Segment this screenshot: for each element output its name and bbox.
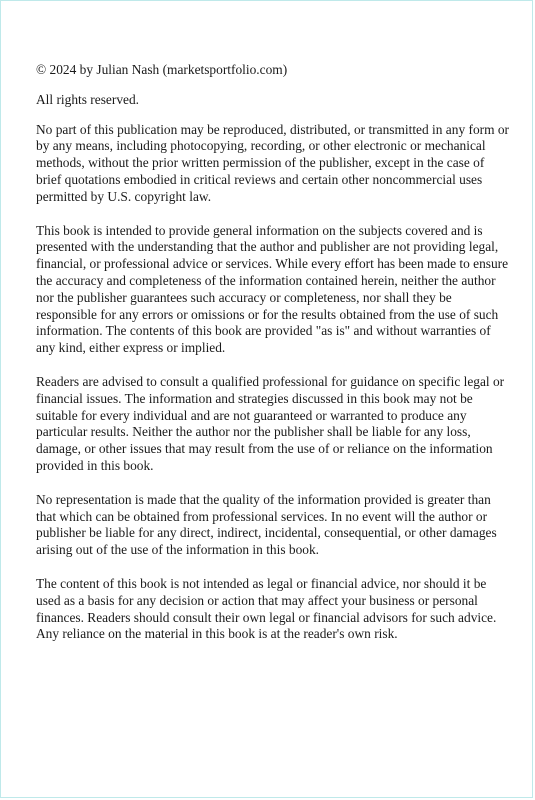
copyright-line: © 2024 by Julian Nash (marketsportfolio.com) bbox=[36, 62, 288, 77]
paragraph-not-advice: The content of this book is not intended as legal or financial advice, nor should it be used as a basis for any decision or action that may affect your business or personal finances. Readers should consult their own legal or financial advisors for such advice. Any reliance on the material in this book is at the reader's own risk. bbox=[36, 575, 497, 642]
rights-reserved-line: All rights reserved. bbox=[36, 91, 140, 107]
paragraph-reproduction-notice: No part of this publication may be reproduced, distributed, or transmitted in any form or by any means, including photocopying, recording, or other electronic or mechanical methods, without the prior written permission of the publisher, except in the case of brief quotations embodied in critical reviews and certain other noncommercial uses permitted by U.S. copyright law. bbox=[36, 121, 510, 204]
paragraph-general-information: This book is intended to provide general information on the subjects covered and is presented with the understanding that the author and publisher are not providing legal, financial, or professional advice or services. While every effort has been made to ensure the accuracy and completeness of the information contained herein, neither the author nor the publisher guarantees such accuracy or completeness, nor shall they be responsible for any errors or omissions or for the results obtained from the use of such information. The contents of this book are provided "as is" and without warranties of any kind, either express or implied. bbox=[36, 222, 509, 356]
paragraph-consult-professional: Readers are advised to consult a qualified professional for guidance on specific legal or financial issues. The information and strategies discussed in this book may not be suitable for every individual and are not guaranteed or warranted to produce any particular results. Neither the author nor the publisher shall be liable for any loss, damage, or other issues that may result from the use of or reliance on the information provided in this book. bbox=[36, 373, 505, 473]
page-content bbox=[36, 62, 511, 660]
paragraph-no-representation: No representation is made that the quality of the information provided is greater than that which can be obtained from professional services. In no event will the author or publisher be liable for any direct, indirect, incidental, consequential, or other damages arising out of the use of the information in this book. bbox=[36, 491, 497, 558]
